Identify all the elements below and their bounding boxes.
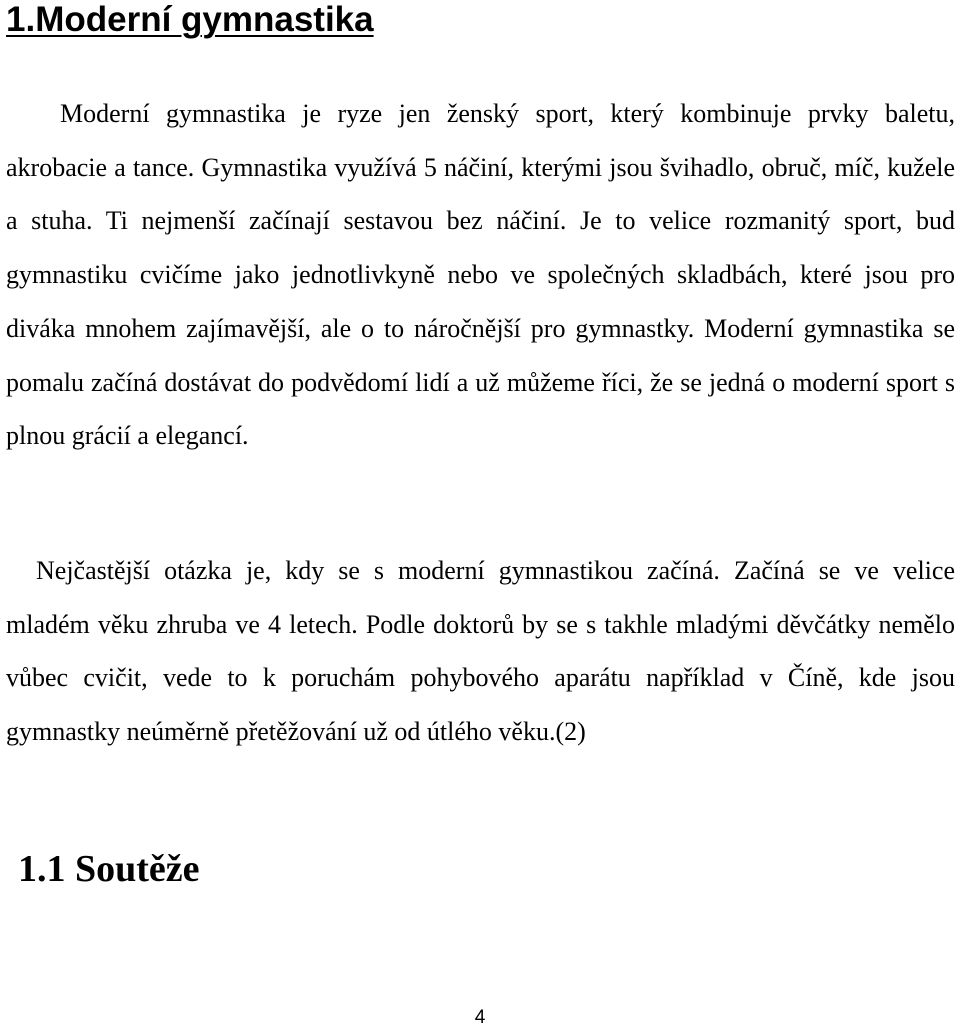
body-paragraph-1: Moderní gymnastika je ryze jen ženský sport, který kombinuje prvky baletu, akrobacie a tance. Gymnastika využívá 5 náčiní, kterými jsou švihadlo, obruč, míč, kužele a stuha. Ti nejmenší začínají sestavou bez náčiní. Je to velice rozmanitý sport, bud gymnastiku cvičíme jako jednotlivkyně nebo ve společných skladbách, které jsou pro diváka mnohem zajímavější, ale o to náročnější pro gymnastky. Moderní gymnastika se pomalu začíná dostávat do podvědomí lidí a už můžeme říci, že se jedná o moderní sport s plnou grácií a elegancí. (6, 99, 955, 451)
page-number: 4 (474, 1007, 486, 1028)
chapter-heading: 1.Moderní gymnastika (6, 0, 374, 39)
body-paragraph-2: Nejčastější otázka je, kdy se s moderní gymnastikou začíná. Začíná se ve velice mladém věku zhruba ve 4 letech. Podle doktorů by se s takhle mladými děvčátky nemělo vůbec cvičit, vede to k poruchám pohybového aparátu například v Číně, kde jsou gymnastky neúměrně přetěžování už od útlého věku.(2) (6, 556, 955, 747)
section-heading: 1.1 Soutěže (18, 848, 200, 890)
